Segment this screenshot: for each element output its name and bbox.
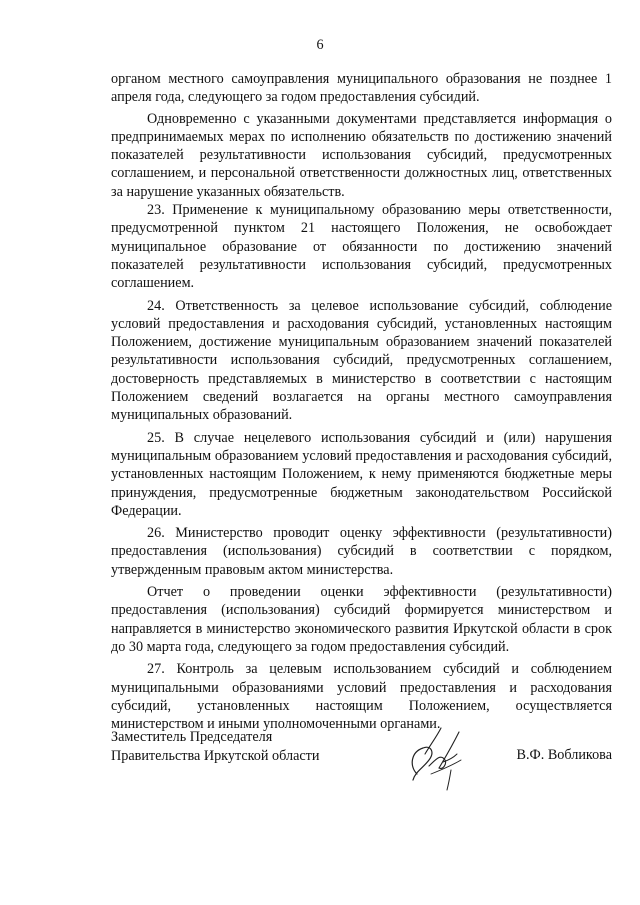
- signer-name: В.Ф. Вобликова: [516, 747, 612, 763]
- paragraph-report: Отчет о проведении оценки эффективности (результативности) предоставления (использования) субсидий формируется министерством и направляется в министерство экономического развития Иркутской области в срок до 30 марта года, следующего за годом предоставления субсидий.: [111, 584, 612, 655]
- paragraph-23: 23. Применение к муниципальному образованию меры ответственности, предусмотренной пунктом 21 настоящего Положения, не освобождает муниципальное образование от обязанности по достижению значений показателей результативности использования субсидий, предусмотренных соглашением.: [111, 202, 612, 292]
- paragraph-27: 27. Контроль за целевым использованием субсидий и соблюдением муниципальными образованиями условий предоставления и расходования субсидий, установленных настоящим Положением, осуществляется министерством и иными уполномоченными органами.: [111, 661, 612, 733]
- signer-title-line-1: Заместитель Председателя: [111, 729, 273, 745]
- paragraph-24: 24. Ответственность за целевое использование субсидий, соблюдение условий предоставления и расходования субсидий, установленных настоящим Положением, достижение муниципальным образованием значений показателей результативности использования субсидий, предусмотренных соглашением, достоверность представляемых в министерство в соответствии с настоящим Положением сведений возлагается на органы местного самоуправления муниципальных образований.: [111, 297, 612, 424]
- paragraph-continuation: органом местного самоуправления муниципального образования не позднее 1 апреля года, следующего за годом предоставления субсидий.: [111, 71, 612, 106]
- signer-title-line-2: Правительства Иркутской области: [111, 747, 320, 764]
- signer-title: [111, 728, 319, 765]
- paragraph-26: 26. Министерство проводит оценку эффективности (результативности) предоставления (использования) субсидий в соответствии с порядком, утвержденным правовым актом министерства.: [111, 525, 612, 578]
- page-number: 6: [316, 37, 324, 53]
- handwritten-signature: [401, 714, 473, 794]
- paragraph-simultaneous-info: Одновременно с указанными документами представляется информация о предпринимаемых мерах по исполнению обязательств по достижению значений показателей результативности использования субсидий, предусмотренных соглашением, и персональной ответственности должностных лиц, ответственных за нарушение указанных обязательств.: [111, 110, 612, 200]
- body-text: [111, 70, 612, 733]
- paragraph-25: 25. В случае нецелевого использования субсидий и (или) нарушения муниципальным образованием условий предоставления и расходования субсидий, установленных настоящим Положением, к нему применяются бюджетные меры принуждения, предусмотренные бюджетным законодательством Российской Федерации.: [111, 429, 612, 519]
- signature-block: [111, 728, 612, 798]
